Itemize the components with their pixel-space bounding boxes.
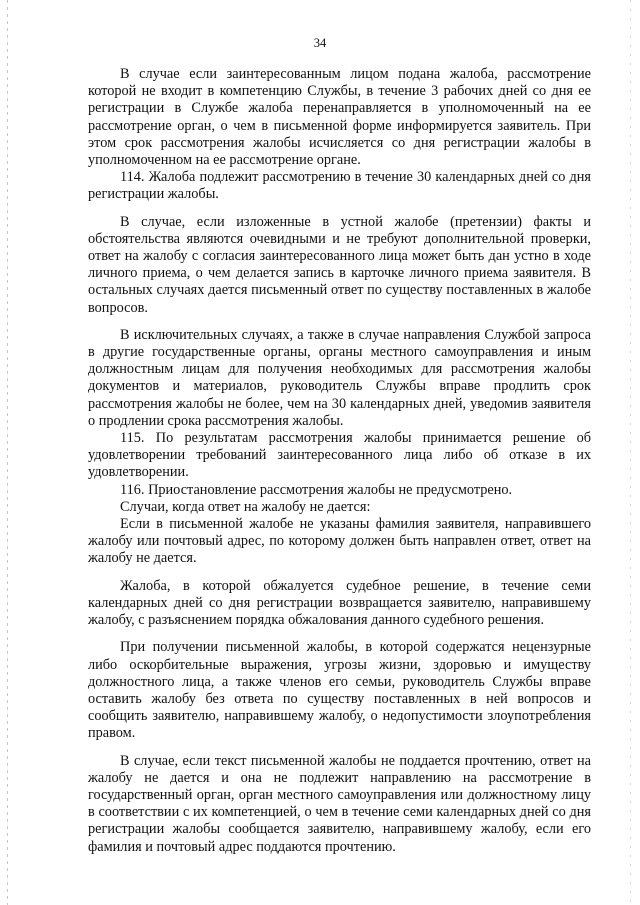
paragraph: Если в письменной жалобе не указаны фамилия заявителя, направившего жалобу или почтовый адрес, по которому должен быть направлен ответ, ответ на жалобу не дается.	[88, 516, 591, 567]
document-body	[88, 66, 591, 856]
paragraph: При получении письменной жалобы, в которой содержатся нецензурные либо оскорбительные выражения, угрозы жизни, здоровью и имуществу должностного лица, а также членов его семьи, руководитель Службы вправе оставить жалобу без ответа по существу поставленных в ней вопросов и сообщить заявителю, направившему жалобу, о недопустимости злоупотребления правом.	[88, 639, 591, 742]
paragraph: В случае, если текст письменной жалобы не поддается прочтению, ответ на жалобу не дается и она не подлежит направлению на рассмотрение в государственный орган, орган местного самоуправления или должностному лицу в соответствии с их компетенцией, о чем в течение семи календарных дней со дня регистрации жалобы сообщается заявителю, направившему жалобу, если его фамилия и почтовый адрес поддаются прочтению.	[88, 752, 591, 855]
page-number: 34	[313, 36, 327, 50]
paragraph: Случаи, когда ответ на жалобу не дается:	[120, 498, 371, 515]
paragraph: 116. Приостановление рассмотрения жалобы не предусмотрено.	[120, 481, 513, 498]
paragraph: В исключительных случаях, а также в случае направления Службой запроса в другие государственные органы, органы местного самоуправления и иным должностным лицам для получения необходимых для рассмотрения жалобы документов и материалов, руководитель Службы вправе продлить срок рассмотрения жалобы не более, чем на 30 календарных дней, уведомив заявителя о продлении срока рассмотрения жалобы.	[88, 326, 591, 429]
paragraph: 114. Жалоба подлежит рассмотрению в течение 30 календарных дней со дня регистрации жалобы.	[88, 169, 591, 203]
scan-edge-left	[7, 0, 8, 905]
scan-edge-right	[630, 0, 631, 905]
paragraph: 115. По результатам рассмотрения жалобы принимается решение об удовлетворении требований заинтересованного лица либо об отказе в их удовлетворении.	[88, 430, 591, 481]
paragraph: В случае если заинтересованным лицом подана жалоба, рассмотрение которой не входит в компетенцию Службы, в течение 3 рабочих дней со дня ее регистрации в Службе жалоба перенаправляется в уполномоченный на ее рассмотрение орган, о чем в письменной форме информируется заявитель. При этом срок рассмотрения жалобы исчисляется со дня регистрации жалобы в уполномоченном на ее рассмотрение органе.	[88, 66, 591, 169]
paragraph: В случае, если изложенные в устной жалобе (претензии) факты и обстоятельства являются очевидными и не требуют дополнительной проверки, ответ на жалобу с согласия заинтересованного лица может быть дан устно в ходе личного приема, о чем делается запись в карточке личного приема заявителя. В остальных случаях дается письменный ответ по существу поставленных в жалобе вопросов.	[88, 213, 591, 316]
paragraph: Жалоба, в которой обжалуется судебное решение, в течение семи календарных дней со дня регистрации возвращается заявителю, направившему жалобу, с разъяснением порядка обжалования данного судебного решения.	[88, 577, 591, 629]
